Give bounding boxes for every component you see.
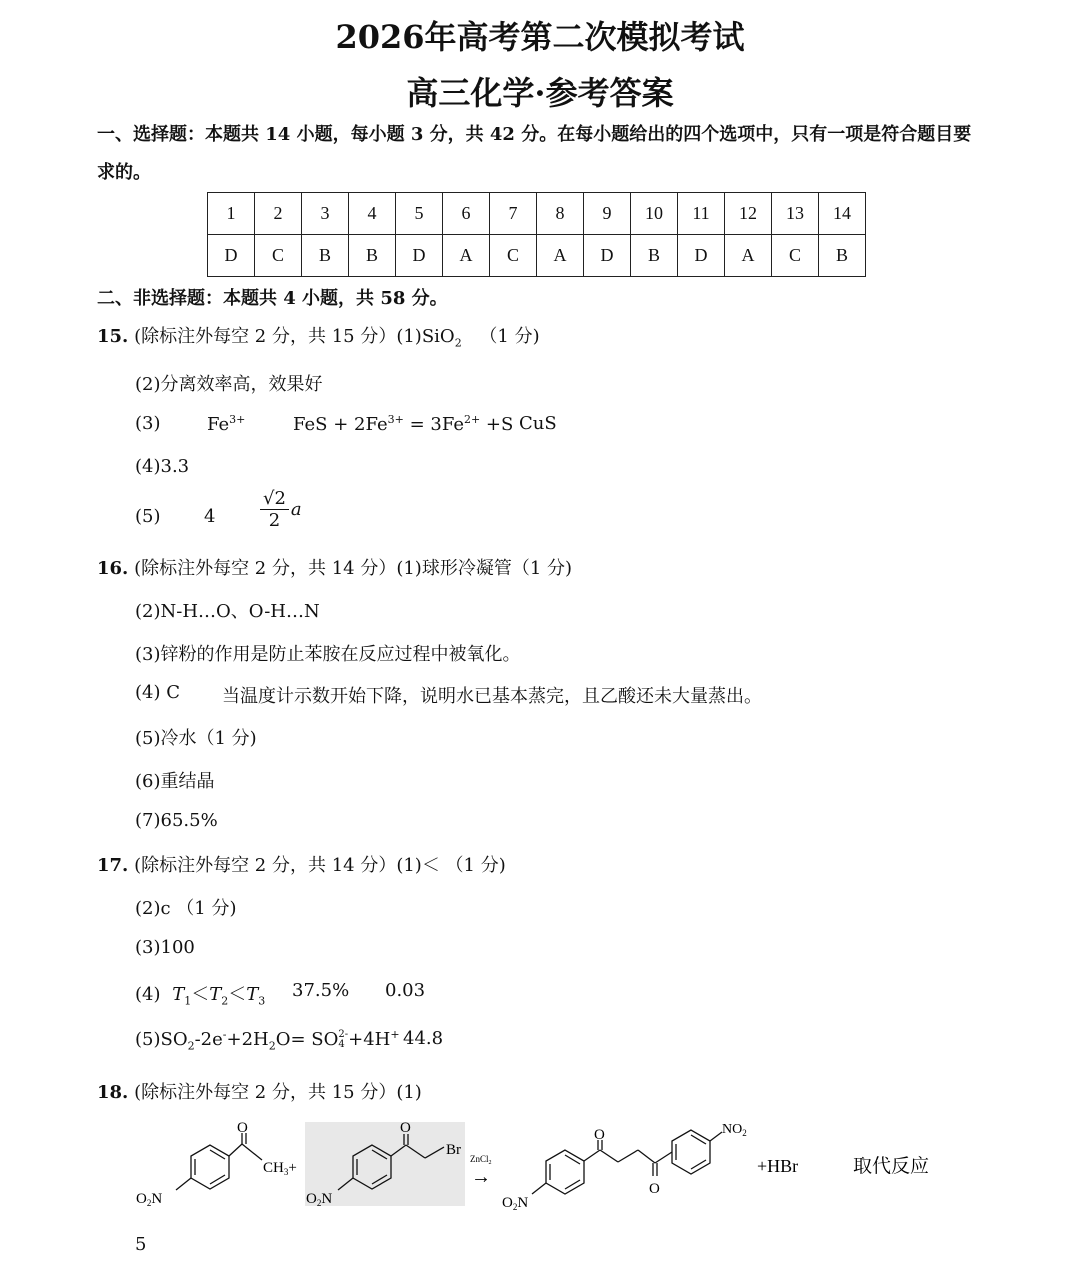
question-number: 16. [97,558,129,579]
table-cell: A [537,235,584,277]
question-number: 18. [97,1082,129,1103]
table-cell: 12 [725,193,772,235]
table-cell: B [302,235,349,277]
q16-answer-4-text: 当温度计示数开始下降，说明水已基本蒸完，且乙酸还未大量蒸出。 [222,686,762,707]
table-cell: B [349,235,396,277]
table-cell: 1 [208,193,255,235]
q15-answer-3-ion: $Fe^{3+}$ [207,413,246,435]
question-number: 17. [97,855,129,876]
table-cell: C [255,235,302,277]
question-number: 15. [97,326,129,347]
reaction-type-label: 取代反应 [853,1156,930,1177]
q15-answer-3-equation: FeS + $2Fe^{3+} = 3Fe^{2+} +S$ [293,413,514,435]
atom-label: O [237,1120,248,1136]
q17-header [97,851,506,877]
reaction-scheme [0,1110,1080,1230]
subscript: 2 [454,336,462,350]
q17-answer-4-value: 0.03 [385,980,426,1001]
table-cell: 6 [443,193,490,235]
part1-heading: 一、选择题：本题共 14 小题，每小题 3 分，共 42 分。在每小题给出的四个选项中，只有一项是符合题目要 [97,124,972,145]
table-cell: C [772,235,819,277]
table-cell: A [443,235,490,277]
reaction-arrow: → [471,1166,491,1188]
q15-answer-3-label: (3) [135,413,161,434]
table-cell: 3 [302,193,349,235]
atom-label: O [649,1181,660,1197]
answer-table [207,192,866,277]
table-cell: 9 [584,193,631,235]
benzene-ring [546,1150,584,1194]
table-cell: C [490,235,537,277]
q16-answer-7: (7)65.5% [135,810,218,831]
q15-answer-5-value: 4 [204,506,216,527]
nitro-label: $O_2N$ [502,1195,529,1212]
benzene-ring [353,1145,391,1189]
table-cell: D [678,235,725,277]
nitro-label: $O_2N$ [136,1191,163,1208]
q16-answer-3: (3)锌粉的作用是防止苯胺在反应过程中被氧化。 [135,644,521,665]
q18-header [97,1078,422,1104]
answer-table-numbers [208,193,866,235]
q17-answer-4-order: (4) $T_1<T_2<T_3$ [135,984,266,1008]
q15-header [97,322,540,350]
q15-points: （1 分) [479,326,540,347]
page-fragment-number: 5 [135,1234,147,1255]
page-title: 2026年高考第二次模拟考试 [335,18,745,56]
table-cell: 11 [678,193,725,235]
atom-label: O [400,1120,411,1136]
benzene-ring [191,1145,229,1189]
q16-answer-2: (2)N-H…O、O-H…N [135,601,320,622]
atom-label: O [594,1127,605,1143]
table-cell: D [584,235,631,277]
table-cell: 5 [396,193,443,235]
table-cell: 14 [819,193,866,235]
part1-heading-cont: 求的。 [97,162,151,183]
table-cell: B [819,235,866,277]
answer-table-answers [208,235,866,277]
table-cell: 2 [255,193,302,235]
table-cell: 8 [537,193,584,235]
q16-lead: (除标注外每空 2 分，共 14 分）(1)球形冷凝管（1 分) [134,558,573,579]
q17-answer-5-equation: $(5)SO_2-2e^-+2H_2O=$ SO 2- 4 +4H+ [135,1028,400,1053]
nitro-label: $NO_2$ [722,1122,747,1138]
nitro-label: $O_2N$ [306,1191,333,1208]
q15-answer-4: (4)3.3 [135,456,190,477]
byproduct-label: +HBr [757,1156,799,1176]
methyl-label: $CH_3+$ [263,1160,297,1177]
q17-answer-4-percent: 37.5% [292,980,350,1001]
q17-lead: (除标注外每空 2 分，共 14 分）(1)＜ （1 分) [134,855,506,876]
table-cell: D [208,235,255,277]
table-cell: 7 [490,193,537,235]
q17-answer-5-value: 44.8 [403,1028,444,1049]
q15-sio2: SiO [421,326,455,347]
q15-answer-3-precipitate: CuS [519,413,557,434]
q16-answer-5: (5)冷水（1 分) [135,728,257,749]
q16-header [97,554,572,580]
catalyst-label: ZnCl$_2$ [470,1154,492,1166]
table-cell: A [725,235,772,277]
q15-lead: (除标注外每空 2 分，共 15 分）(1) [134,326,422,347]
bromine-label: Br [446,1142,461,1158]
table-cell: 4 [349,193,396,235]
q16-answer-6: (6)重结晶 [135,771,215,792]
part2-heading: 二、非选择题：本题共 4 小题，共 58 分。 [97,288,448,309]
q15-answer-5-fraction: $\frac{√2}{2}$ a [260,488,302,531]
q15-answer-2: (2)分离效率高，效果好 [135,374,323,395]
q17-answer-2: (2)c （1 分) [135,898,237,919]
benzene-ring [672,1130,710,1174]
q16-answer-4-label: (4) C [135,682,180,703]
table-cell: B [631,235,678,277]
q18-lead: (除标注外每空 2 分，共 15 分）(1) [134,1082,422,1103]
table-cell: 10 [631,193,678,235]
table-cell: D [396,235,443,277]
bond [229,1144,242,1156]
q15-answer-5-label: (5) [135,506,161,527]
q17-answer-3: (3)100 [135,937,195,958]
table-cell: 13 [772,193,819,235]
page-subtitle: 高三化学·参考答案 [406,74,674,112]
